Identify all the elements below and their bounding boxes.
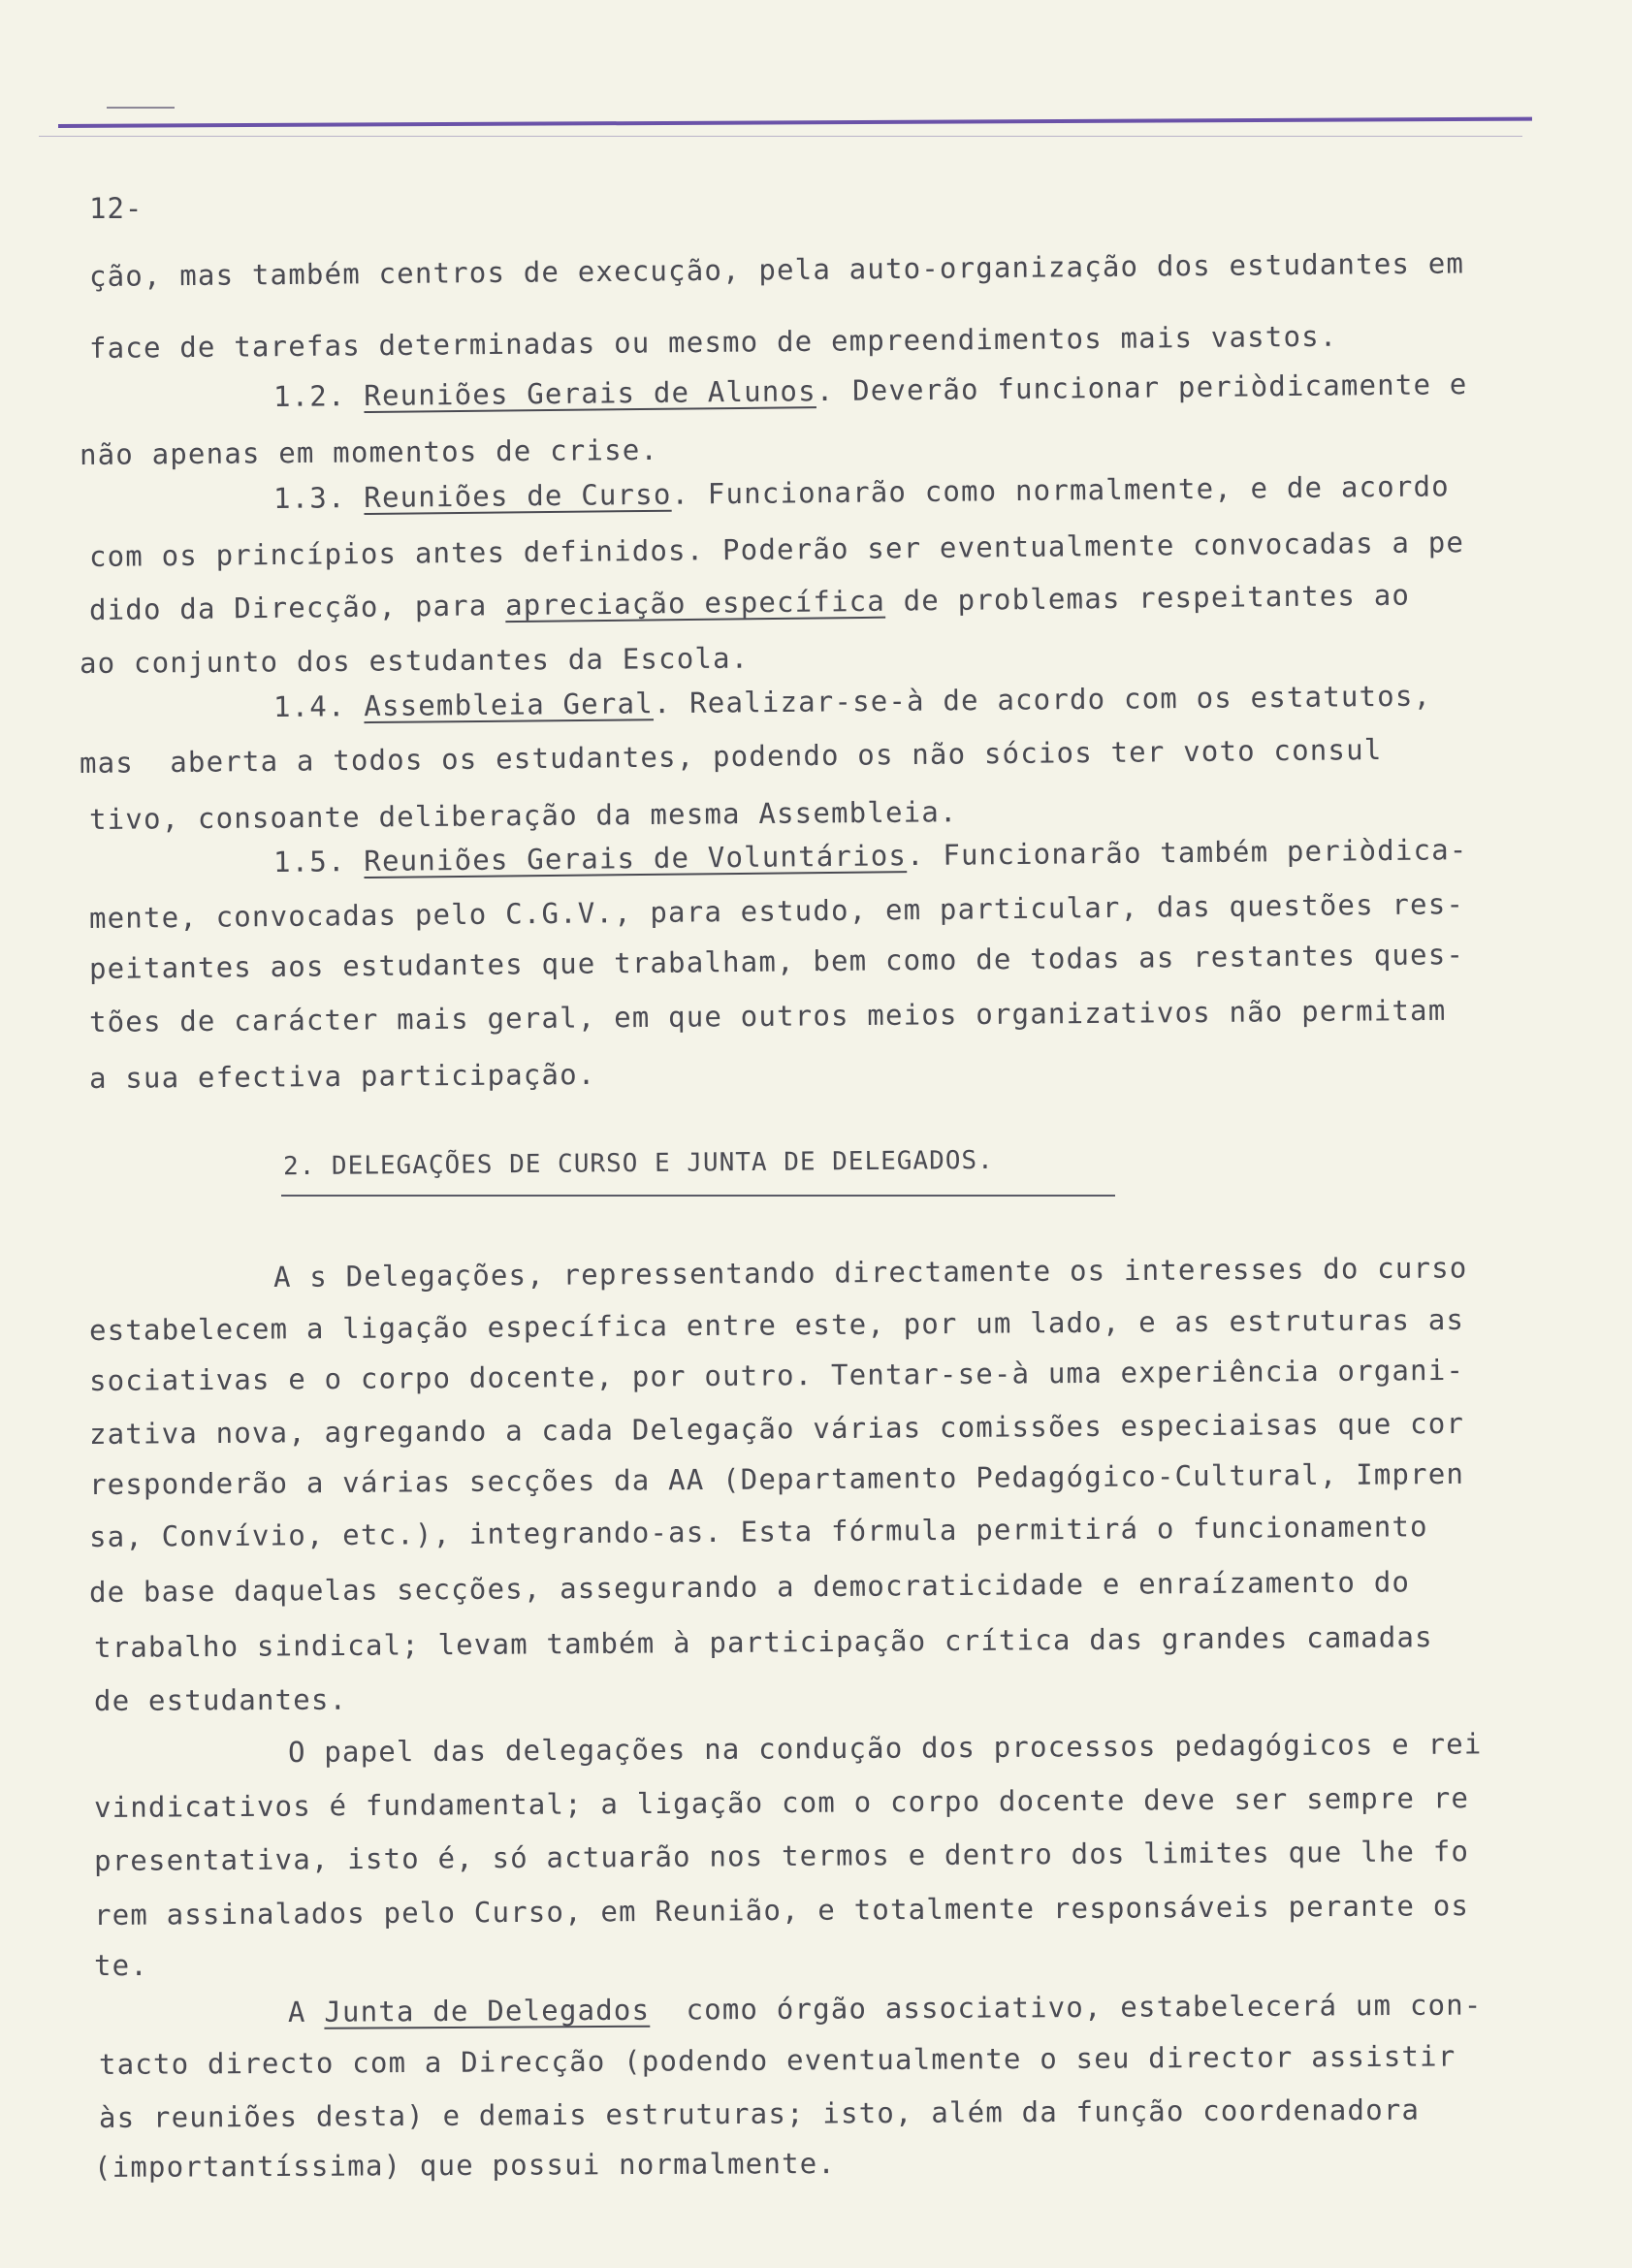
line-text: ção, mas também centros de execução, pela auto-organização dos estudantes em [88, 246, 1465, 293]
line-text: te. [94, 1949, 148, 1982]
text-line [89, 938, 1464, 985]
text-line [89, 1354, 1464, 1397]
line-text: presentativa, isto é, só actuarão nos termos e dentro dos limites que lhe fo [93, 1835, 1470, 1877]
line-text: com os princípios antes definidos. Poderão ser eventualmente convocadas a pe [88, 526, 1465, 573]
text-line [89, 246, 1464, 293]
text-line [89, 1058, 596, 1095]
underlined-heading: Reuniões Gerais de Alunos [364, 374, 816, 413]
text-line [89, 1457, 1464, 1501]
section-2-heading-rule [281, 1195, 1115, 1197]
text-line [288, 1988, 1483, 2028]
line-text-pre: 1.3. [272, 481, 365, 515]
line-text-pre: dido da Direcção, para [88, 589, 506, 626]
text-line [273, 367, 1468, 413]
line-text: (importantíssima) que possui normalmente. [93, 2146, 837, 2184]
line-text: rem assinalados pelo Curso, em Reunião, e totalmente responsáveis perante os [93, 1889, 1470, 1932]
line-text: . Funcionarão também periòdica- [906, 833, 1468, 873]
underlined-heading: Reuniões de Curso [364, 477, 672, 515]
text-line [89, 320, 1338, 365]
line-text: de estudantes. [93, 1682, 348, 1717]
line-text: vindicativos é fundamental; a ligação com o corpo docente deve ser sempre re [93, 1781, 1470, 1824]
underlined-heading: Assembleia Geral [364, 687, 655, 723]
section-2-heading: 2. DELEGAÇÕES DE CURSO E JUNTA DE DELEGADOS. [282, 1145, 994, 1182]
underlined-heading: Reuniões Gerais de Voluntários [364, 839, 908, 878]
text-line [94, 1949, 148, 1982]
line-text-pre: A [287, 1995, 325, 2028]
line-text: . Deverão funcionar periòdicamente e [816, 367, 1468, 408]
line-text: . Realizar-se-à de acordo com os estatutos, [653, 679, 1432, 720]
line-text: como órgão associativo, estabelecerá um con- [650, 1988, 1483, 2027]
text-line [273, 680, 1432, 723]
line-text-pre: 1.4. [272, 689, 365, 723]
underlined-heading: apreciação específica [504, 584, 886, 623]
text-line [89, 1565, 1410, 1609]
text-line [94, 1620, 1433, 1664]
line-text: A s Delegações, repressentando directamente os interesses do curso [272, 1251, 1468, 1294]
text-line [80, 433, 658, 471]
line-text: tões de carácter mais geral, em que outros meios organizativos não permitam [88, 993, 1447, 1038]
text-line [89, 887, 1464, 935]
text-line [99, 2093, 1420, 2134]
header-rule-ghost [39, 136, 1522, 137]
line-text: responderão a várias secções da AA (Departamento Pedagógico-Cultural, Impren [88, 1456, 1465, 1501]
line-text: . Funcionarão como normalmente, e de acordo [671, 469, 1451, 511]
line-text: face de tarefas determinadas ou mesmo de empreendimentos mais vastos. [88, 319, 1338, 365]
line-text: zativa nova, agregando a cada Delegação várias comissões especiaisas que cor [88, 1406, 1465, 1451]
text-line [94, 1889, 1469, 1932]
line-text: trabalho sindical; levam também à participação crítica das grandes camadas [93, 1620, 1433, 1664]
header-rule [58, 117, 1532, 128]
stray-mark [107, 107, 175, 109]
line-text-pre: 1.2. [272, 379, 365, 413]
text-line [273, 469, 1450, 515]
line-text: sociativas e o corpo docente, por outro. Tentar-se-à uma experiência organi- [88, 1353, 1465, 1397]
line-text: não apenas em momentos de crise. [79, 432, 659, 471]
line-text-pre: 1.5. [272, 845, 365, 878]
line-text: às reuniões desta) e demais estruturas; isto, além da função coordenadora [98, 2092, 1421, 2134]
line-text: sa, Convívio, etc.), integrando-as. Esta fórmula permitirá o funcionamento [88, 1510, 1428, 1553]
text-line [89, 994, 1447, 1038]
line-text: de base daquelas secções, assegurando a democraticidade e enraízamento do [88, 1565, 1411, 1609]
line-text: tivo, consoante deliberação da mesma Assembleia. [88, 795, 958, 836]
line-text: de problemas respeitantes ao [884, 578, 1411, 618]
text-line [288, 1727, 1483, 1769]
text-line [89, 579, 1410, 626]
page-number: 12- [89, 192, 144, 225]
line-text: mente, convocadas pelo C.G.V., para estudo, em particular, das questões res- [88, 887, 1465, 935]
underlined-heading: Junta de Delegados [324, 1993, 651, 2028]
line-text: peitantes aos estudantes que trabalham, bem como de todas as restantes ques- [88, 938, 1465, 985]
text-line [89, 1510, 1428, 1553]
line-text: O papel das delegações na condução dos processos pedagógicos e rei [287, 1727, 1483, 1769]
line-text: tacto directo com a Direcção (podendo eventualmente o seu director assistir [98, 2039, 1456, 2081]
text-line [94, 1781, 1469, 1824]
text-line [89, 526, 1464, 573]
text-line [94, 1683, 347, 1717]
text-line [94, 2147, 836, 2184]
line-text: a sua efectiva participação. [88, 1057, 596, 1095]
line-text: mas aberta a todos os estudantes, podendo os não sócios ter voto consul [79, 732, 1383, 780]
text-line [89, 1303, 1464, 1347]
text-line [94, 1835, 1469, 1877]
text-line [99, 2039, 1456, 2081]
line-text: ao conjunto dos estudantes da Escola. [79, 641, 750, 680]
text-line [80, 733, 1383, 780]
line-text: estabelecem a ligação específica entre este, por um lado, e as estruturas as [88, 1302, 1465, 1347]
text-line [89, 1407, 1464, 1451]
text-line [89, 795, 958, 836]
text-line [273, 1251, 1468, 1294]
text-line [80, 642, 750, 680]
text-line [273, 833, 1468, 878]
